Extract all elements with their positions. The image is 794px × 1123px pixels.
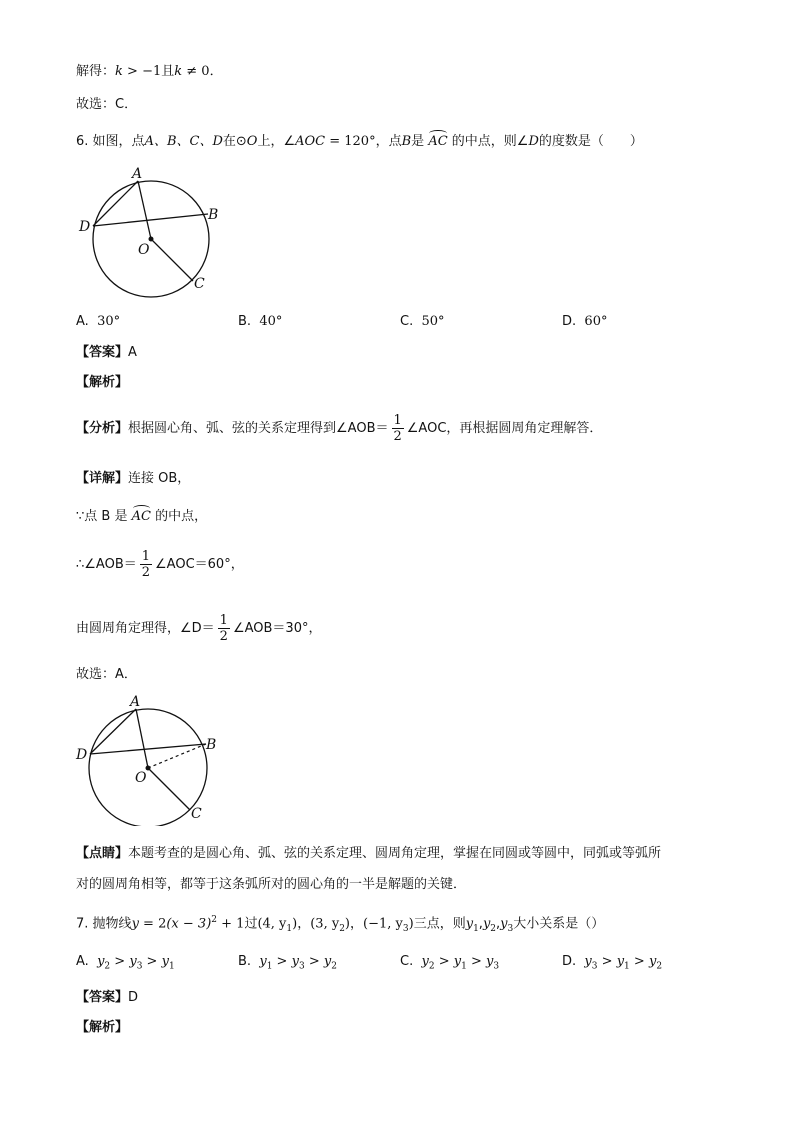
- label-b: B: [206, 737, 217, 753]
- q7-option-c[interactable]: C. $y_2 > y_1 > y_3$: [400, 954, 500, 972]
- arc-ac: AC: [428, 131, 447, 151]
- radius-oa: [136, 709, 148, 768]
- q6-dianjing-2: 对的圆周角相等，都等于这条弧所对的圆心角的一半是解题的关键．: [76, 877, 467, 892]
- label-o: O: [135, 770, 147, 786]
- fraction: $\frac{1}{2}$: [141, 549, 151, 580]
- label-a: A: [130, 694, 141, 710]
- radius-oa: [138, 181, 151, 239]
- circle-figure-2: [74, 692, 234, 826]
- circle-figure-1: [76, 164, 236, 298]
- q6-fenxi: 【分析】根据圆心角、弧、弦的关系定理得到∠AOB＝ $\frac{1}{2}$ ∠AOC，再根据圆周角定理解答．: [76, 413, 603, 444]
- q6-therefore: ∴∠AOB＝ $\frac{1}{2}$ ∠AOC＝60°，: [76, 549, 244, 580]
- q6-dianjing-1: 【点睛】本题考查的是圆心角、弧、弦的关系定理、圆周角定理，掌握在同圆或等圆中，同弧或等弧所: [76, 846, 662, 861]
- q6-analysis-tag: 【解析】: [76, 375, 129, 390]
- q6-circumference: 由圆周角定理得，∠D＝ $\frac{1}{2}$ ∠AOB＝30°，: [76, 613, 322, 644]
- q6-option-d[interactable]: D. 60°: [562, 314, 608, 329]
- q7-option-b[interactable]: B. $y_1 > y_3 > y_2$: [238, 954, 337, 972]
- q6-detail: 【详解】连接 OB，: [76, 471, 191, 486]
- prev-choice: 故选：C．: [76, 97, 138, 112]
- q7-answer: 【答案】D: [76, 990, 139, 1005]
- chord-db: [90, 744, 206, 754]
- q7-option-d[interactable]: D. $y_3 > y_1 > y_2$: [562, 954, 663, 972]
- q6-answer: 【答案】A: [76, 345, 137, 360]
- label-c: C: [194, 276, 205, 292]
- fraction: $\frac{1}{2}$: [219, 613, 228, 644]
- q6-choice: 故选：A．: [76, 667, 137, 682]
- q7-analysis-tag: 【解析】: [76, 1020, 129, 1035]
- center-dot: [149, 237, 154, 242]
- q7-stem: 7. 抛物线$y = 2(x - 3)^2 + 1$过(4, $y_1$)，(3, $y_2$)，(−1, $y_3$)三点，则$y_1,y_2,y_3$大小关系是（）: [76, 915, 605, 934]
- solve-line: 解得：k > −1且k ≠ 0．: [76, 64, 223, 79]
- chord-db: [93, 214, 208, 226]
- chord-da: [93, 181, 138, 226]
- q6-option-b[interactable]: B. 40°: [238, 314, 283, 329]
- q6-stem: 6. 如图，点A、B、C、D在⊙O上，∠AOC = 120°，点B是 AC 的中点，则∠D的度数是（ ）: [76, 131, 643, 151]
- q6-because: ∵点 B 是 AC 的中点，: [76, 506, 207, 526]
- q6-option-c[interactable]: C. 50°: [400, 314, 445, 329]
- label-b: B: [208, 207, 219, 223]
- radius-oc: [148, 768, 190, 810]
- label-d: D: [79, 219, 91, 235]
- label-d: D: [76, 747, 88, 763]
- label-o: O: [138, 242, 150, 258]
- q6-option-a[interactable]: A. 30°: [76, 314, 121, 329]
- radius-oc: [151, 239, 193, 281]
- fraction: $\frac{1}{2}$: [393, 413, 402, 444]
- label-a: A: [132, 166, 143, 182]
- chord-da: [90, 709, 136, 754]
- q7-option-a[interactable]: A. $y_2 > y_3 > y_1$: [76, 954, 175, 972]
- label-c: C: [191, 806, 202, 822]
